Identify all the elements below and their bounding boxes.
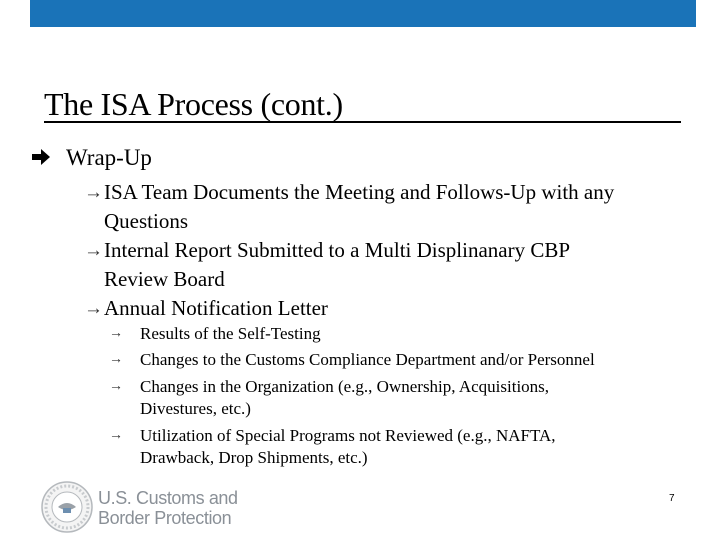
sub-bullet-1: ISA Team Documents the Meeting and Follows-Up with any Questions xyxy=(104,180,615,233)
detail-bullet-3: Changes in the Organization (e.g., Ownership, Acquisitions, Divestures, etc.) xyxy=(140,377,550,418)
detail-bullet-4: Utilization of Special Programs not Reviewed (e.g., NAFTA, Drawback, Drop Shipments, etc.) xyxy=(140,426,556,467)
sub-sub-arrow-icon: → xyxy=(109,428,123,443)
slide-title: The ISA Process (cont.) xyxy=(44,86,343,122)
cbp-seal-icon xyxy=(41,481,93,533)
sub-sub-arrow-icon: → xyxy=(109,379,123,394)
sub-sub-arrow-icon: → xyxy=(109,352,123,367)
sub-arrow-icon: → xyxy=(84,240,103,261)
cbp-logo-text: U.S. Customs and Border Protection xyxy=(98,488,238,528)
sub-bullet-3: Annual Notification Letter xyxy=(104,296,328,320)
bullet-wrap-up: Wrap-Up xyxy=(66,145,152,170)
sub-arrow-icon: → xyxy=(84,182,103,203)
header-bar xyxy=(30,0,696,27)
right-arrow-icon xyxy=(30,146,52,168)
title-underline xyxy=(44,121,681,123)
detail-bullet-1: Results of the Self-Testing xyxy=(140,324,321,343)
detail-bullet-2: Changes to the Customs Compliance Department and/or Personnel xyxy=(140,350,595,369)
sub-sub-arrow-icon: → xyxy=(109,326,123,341)
page-number: 7 xyxy=(669,493,675,504)
sub-bullet-2: Internal Report Submitted to a Multi Displinanary CBP Review Board xyxy=(104,238,571,291)
sub-arrow-icon: → xyxy=(84,298,103,319)
